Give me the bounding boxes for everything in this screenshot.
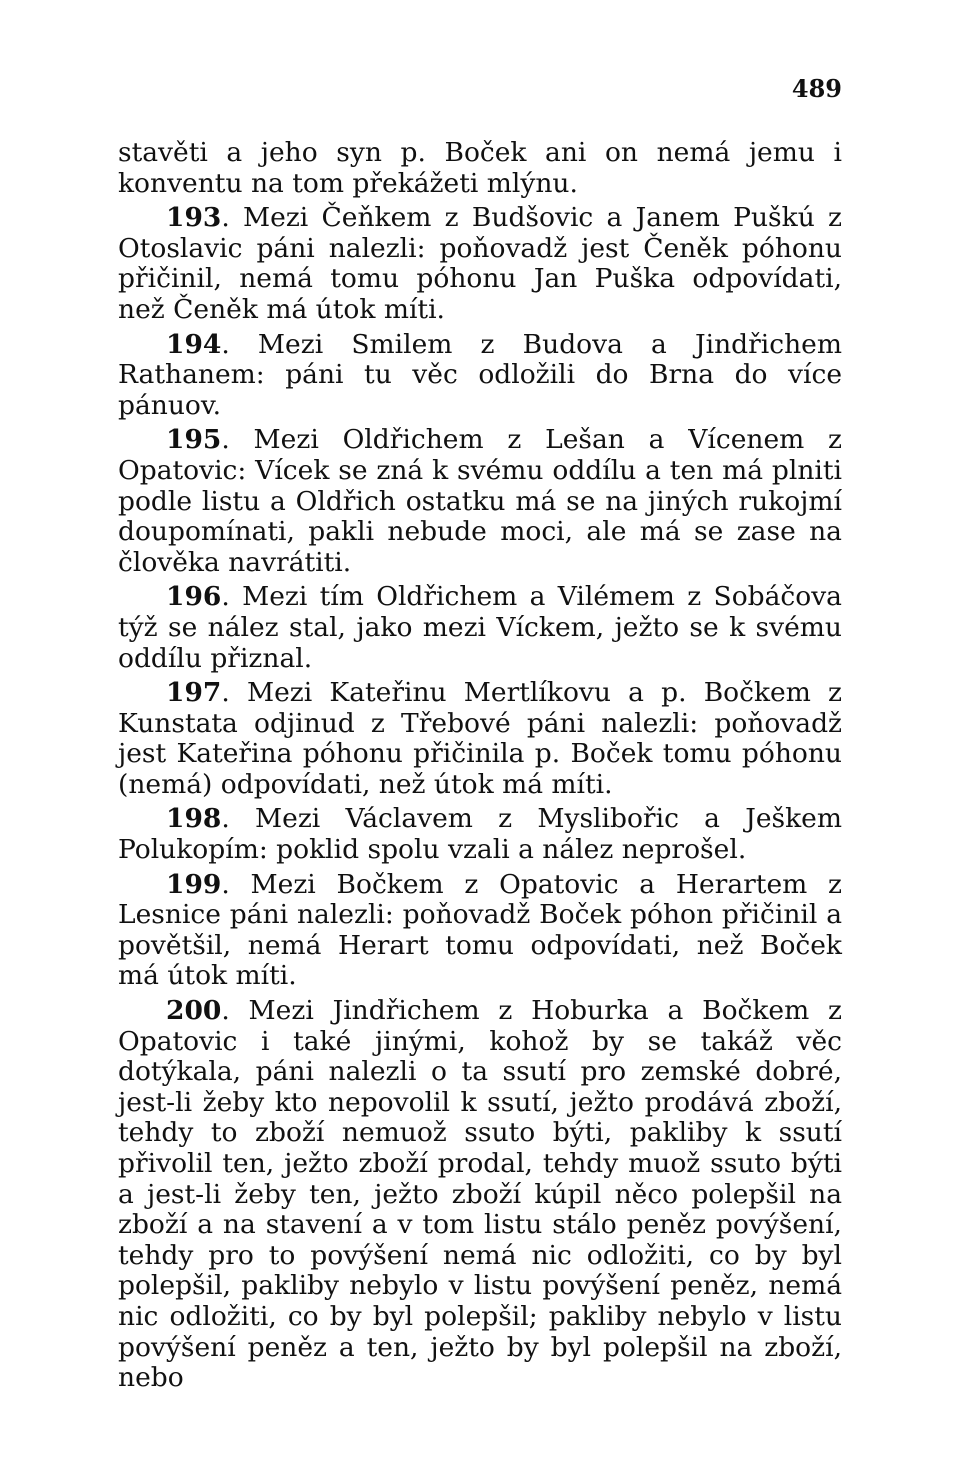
paragraph-text: Mezi Jindřichem z Hoburka a Bočkem z Opatovic i také jinými, kohož by se takáž věc dotýkala, páni nalezli o ta ssutí pro zemské dobré, jest-li žeby kto nepovolil k ssutí, ježto prodává zboží, tehdy to zboží nemuož ssuto býti, pakliby k ssutí přivolil ten, ježto zboží prodal, tehdy muož ssuto býti a jest-li žeby ten, ježto zboží kúpil něco polepšil na zboží a na stavení a v tom listu stálo peněz povýšení, tehdy pro to povýšení nemá nic odložiti, co by byl polepšil, pakliby nebylo v listu povýšení peněz, nemá nic odložiti, co by byl polepšil; pakliby nebylo v listu povýšení peněz a ten, ježto by byl polepšil na zboží, nebo [118,995,842,1394]
paragraph-text: Mezi Bočkem z Opatovic a Herartem z Lesnice páni nalezli: poňovadž Boček póhon přičinil a povětšil, nemá Herart tomu odpovídati, než Boček má útok míti. [118,868,842,992]
paragraph-number: 197 [166,677,222,709]
paragraph-199: 199. Mezi Bočkem z Opatovic a Herartem z Lesnice páni nalezli: poňovadž Boček póhon přičinil a povětšil, nemá Herart tomu odpovídati, než Boček má útok míti. [118,868,842,992]
paragraph-continued [118,138,842,199]
paragraph-200: 200. Mezi Jindřichem z Hoburka a Bočkem z Opatovic i také jinými, kohož by se takáž věc dotýkala, páni nalezli o ta ssutí pro zemské dobré, jest-li žeby kto nepovolil k ssutí, ježto prodává zboží, tehdy to zboží nemuož ssuto býti, pakliby k ssutí přivolil ten, ježto zboží prodal, tehdy muož ssuto býti a jest-li žeby ten, ježto zboží kúpil něco polepšil na zboží a na stavení a v tom listu stálo peněz povýšení, tehdy pro to povýšení nemá nic odložiti, co by byl polepšil, pakliby nebylo v listu povýšení peněz, nemá nic odložiti, co by byl polepšil; pakliby nebylo v listu povýšení peněz a ten, ježto by byl polepšil na zboží, nebo [118,995,842,1394]
paragraph-193: 193. Mezi Čeňkem z Budšovic a Janem Puškú z Otoslavic páni nalezli: poňovadž jest Čeněk póhonu přičinil, nemá tomu póhonu Jan Puška odpovídati, než Čeněk má útok míti. [118,202,842,325]
paragraph-text: stavěti a jeho syn p. Boček ani on nemá jemu i konventu na tom překážeti mlýnu. [118,137,842,199]
paragraph-number: 193 [166,202,222,234]
paragraph-number: 196 [166,581,222,613]
paragraph-number: 194 [166,328,222,360]
paragraph-number: 195 [166,424,222,456]
paragraph-number: 198 [166,803,222,835]
paragraph-text: Mezi Kateřinu Mertlíkovu a p. Bočkem z Kunstata odjinud z Třebové páni nalezli: poňovadž jest Kateřina póhonu přičinila p. Boček tomu póhonu (nemá) odpovídati, než útok má míti. [118,677,842,800]
paragraph-text: Mezi tím Oldřichem a Vilémem z Sobáčova týž se nález stal, jako mezi Víckem, ježto se k svému oddílu přiznal. [118,581,842,674]
paragraph-196: 196. Mezi tím Oldřichem a Vilémem z Sobáčova týž se nález stal, jako mezi Víckem, ježto se k svému oddílu přiznal. [118,581,842,674]
paragraph-number: 199 [166,868,222,900]
paragraph-number: 200 [166,995,222,1027]
page-number: 489 [791,74,842,103]
body-text [118,138,842,1394]
paragraph-text: Mezi Oldřichem z Lešan a Vícenem z Opatovic: Vícek se zná k svému oddílu a ten má plniti podle listu a Oldřich ostatku má se na jiných rukojmí doupomínati, pakli nebude moci, ale má se zase na člověka navrátiti. [118,424,842,578]
paragraph-195: 195. Mezi Oldřichem z Lešan a Vícenem z Opatovic: Vícek se zná k svému oddílu a ten má plniti podle listu a Oldřich ostatku má se na jiných rukojmí doupomínati, pakli nebude moci, ale má se zase na člověka navrátiti. [118,424,842,578]
paragraph-text: Mezi Čeňkem z Budšovic a Janem Puškú z Otoslavic páni nalezli: poňovadž jest Čeněk póhonu přičinil, nemá tomu póhonu Jan Puška odpovídati, než Čeněk má útok míti. [118,202,842,325]
paragraph-text: Mezi Smilem z Budova a Jindřichem Rathanem: páni tu věc odložili do Brna do více pánuov. [118,328,842,421]
paragraph-198: 198. Mezi Václavem z Myslibořic a Ješkem Polukopím: poklid spolu vzali a nález neprošel. [118,803,842,866]
paragraph-197: 197. Mezi Kateřinu Mertlíkovu a p. Bočkem z Kunstata odjinud z Třebové páni nalezli: poňovadž jest Kateřina póhonu přičinila p. Boček tomu póhonu (nemá) odpovídati, než útok má míti. [118,677,842,800]
paragraph-text: Mezi Václavem z Myslibořic a Ješkem Polukopím: poklid spolu vzali a nález neprošel. [118,803,842,866]
paragraph-194: 194. Mezi Smilem z Budova a Jindřichem Rathanem: páni tu věc odložili do Brna do více pánuov. [118,328,842,421]
